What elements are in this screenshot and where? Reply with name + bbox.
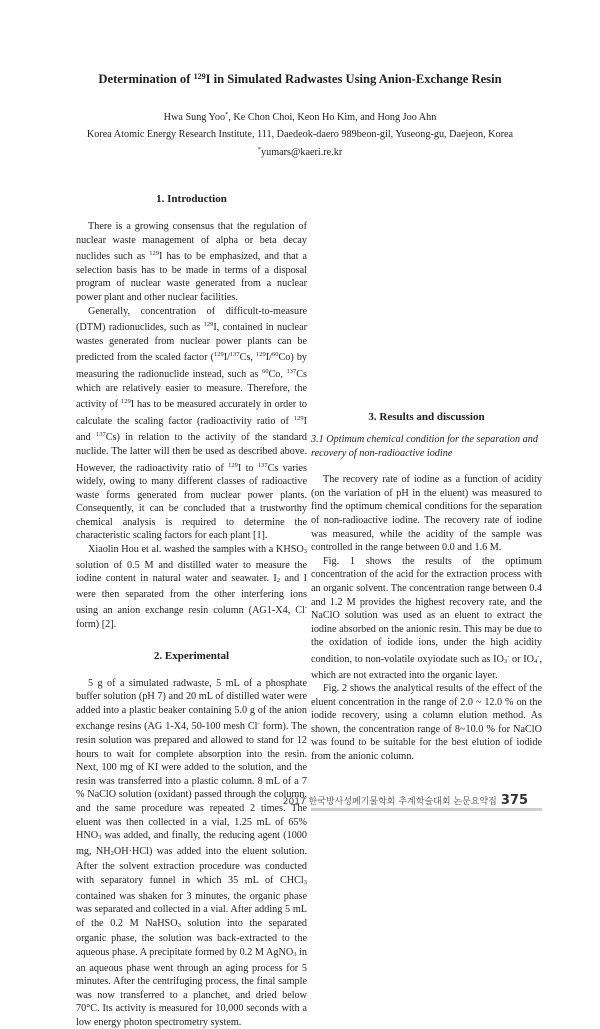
results-paragraph-3: Fig. 2 shows the analytical results of the effect of the eluent concentration in the range of 2.0 ~ 12.0 % on the iodide recovery, using a column elution method. As shown, the concentration range of 8~10.0 % for NaClO was found to be suitable for the best elution of iodide from the anionic column. bbox=[311, 683, 542, 763]
intro-paragraph-1: There is a growing consensus that the regulation of nuclear waste management of alpha or beta decay nuclides such as $^{129}$I has to be emphasized, and that a selection basis has to be made in terms of a disposal program of nuclear waste generated from a nuclear power plant and other nuclear facilities. bbox=[76, 221, 307, 303]
results-paragraph-2: Fig. 1 shows the results of the optimum concentration of the acid for the extraction process with an organic solvent. The concentration range between 0.4 and 1.2 M provides the highest recovery rate, and the NaClO solution was used as an eluent to extract the iodine absorbed on the anionic resin. This may be due to the oxidation of iodide ions, under the high acidity condition, to non-volatile oxyiodate such as $IO_3^-$ or $IO_4^-$, which are not extracted into the organic layer. bbox=[311, 555, 542, 681]
footer-divider bbox=[311, 808, 542, 811]
page-number: 375 bbox=[500, 793, 528, 808]
section-heading-introduction: 1. Introduction bbox=[156, 193, 227, 205]
section-heading-results: 3. Results and discussion bbox=[368, 411, 485, 423]
affiliation: Korea Atomic Energy Research Institute, 111, Daedeok-daero 989beon-gil, Yuseong-gu, Daejeon, Korea bbox=[86, 129, 514, 140]
results-paragraph-1: The recovery rate of iodine as a function of acidity (on the variation of pH in the eluent) was measured to find the optimum chemical conditions for the separation of non-radioactive iodine. The recovery rate of iodine was measured, while the acidity of the sample was controlled in the range between 0.0 and 1.6 M. bbox=[311, 474, 542, 554]
experimental-paragraph-1: 5 g of a simulated radwaste, 5 mL of a phosphate buffer solution (pH 7) and 20 mL of distilled water were added into a plastic beaker containing 5.0 g of the anion exchange resins (AG 1-X4, 50-100 mesh Cl- form). The resin solution was prepared and allowed to stand for 12 hours to wait for complete absorption into the resin. Next, 100 mg of KI were added to the solution, and the resin was transferred into a plastic column. 8 mL of a 7 % NaClO solution (oxidant) passed through the column, and the same procedure was repeated 2 times. The eluent was then collected in a vial, 1.25 mL of 65% $HNO_3$ was added, and finally, the reducing agent (1000 mg, $NH_2OH\cdot HCl$) was added into the eluent solution. After the solvent extraction procedure was conducted with separatory funnel in which 35 mL of CHCl$_3$ contained was shaken for 3 minutes, the organic phase was separated and collected in a vial. After adding 5 mL of the 0.2 M NaHSO$_3$ solution into the separated organic phase, the solution was back-extracted to the aqueous phase. A precipitate formed by 0.2 M AgNO$_3$ in an aqueous phase went through an aging process for 5 minutes. After the centrifuging process, the final sample was now transferred to a planchet, and dried below 70°C. Its activity is measured for 10,000 seconds with a low energy photon spectrometry system. bbox=[76, 677, 308, 1028]
proceedings-name: 2017 한국방사성폐기물학회 추계학술대회 논문요약집 bbox=[282, 797, 497, 807]
right-column bbox=[311, 193, 542, 764]
author-list: Hwa Sung Yoo*, Ke Chon Choi, Keon Ho Kim, and Hong Joo Ahn bbox=[163, 111, 437, 123]
left-column bbox=[76, 193, 307, 1029]
subsection-heading-3-1: 3.1 Optimum chemical condition for the separation and recovery of non-radioactive iodine bbox=[311, 434, 538, 459]
intro-paragraph-3: Xiaolin Hou et al. washed the samples with a $KHSO_3$ solution of 0.5 M and distilled water to measure the iodine content in natural water and seawater. $I_2$ and I were then separated from the other interfering ions using an anion exchange resin column (AG1-X4, Cl- form) [2]. bbox=[76, 544, 308, 631]
page-footer bbox=[283, 793, 528, 808]
paper-title: Determination of $^{129}$I in Simulated Radwastes Using Anion-Exchange Resin bbox=[98, 72, 502, 86]
corresponding-email: *yumars@kaeri.re.kr bbox=[257, 146, 343, 158]
intro-paragraph-2: Generally, concentration of difficult-to-measure (DTM) radionuclides, such as $^{129}$I, contained in nuclear wastes generated from nuclear power plants can be predicted from the scaled factor ($^{129}$I/$^{137}$Cs, $^{129}$I/$^{60}$Co) by measuring the radionuclide instead, such as $^{60}$Co, $^{137}$Cs which are relatively easier to measure. Therefore, the activity of $^{129}$I has to be measured accurately in order to calculate the scaling factor (radioactivity ratio of $^{129}$I and $^{137}$Cs) in relation to the activity of the standard nuclide. The latter will then be used as described above. However, the radioactivity ratio of $^{129}$I to $^{137}$Cs varies widely, owing to many different classes of radioactive waste forms generated from nuclear power plants. Consequently, it can be concluded that a trustworthy chemical analysis is required to determine the characteristic scaling factors for each plant [1]. bbox=[76, 305, 308, 542]
section-heading-experimental: 2. Experimental bbox=[153, 649, 230, 662]
